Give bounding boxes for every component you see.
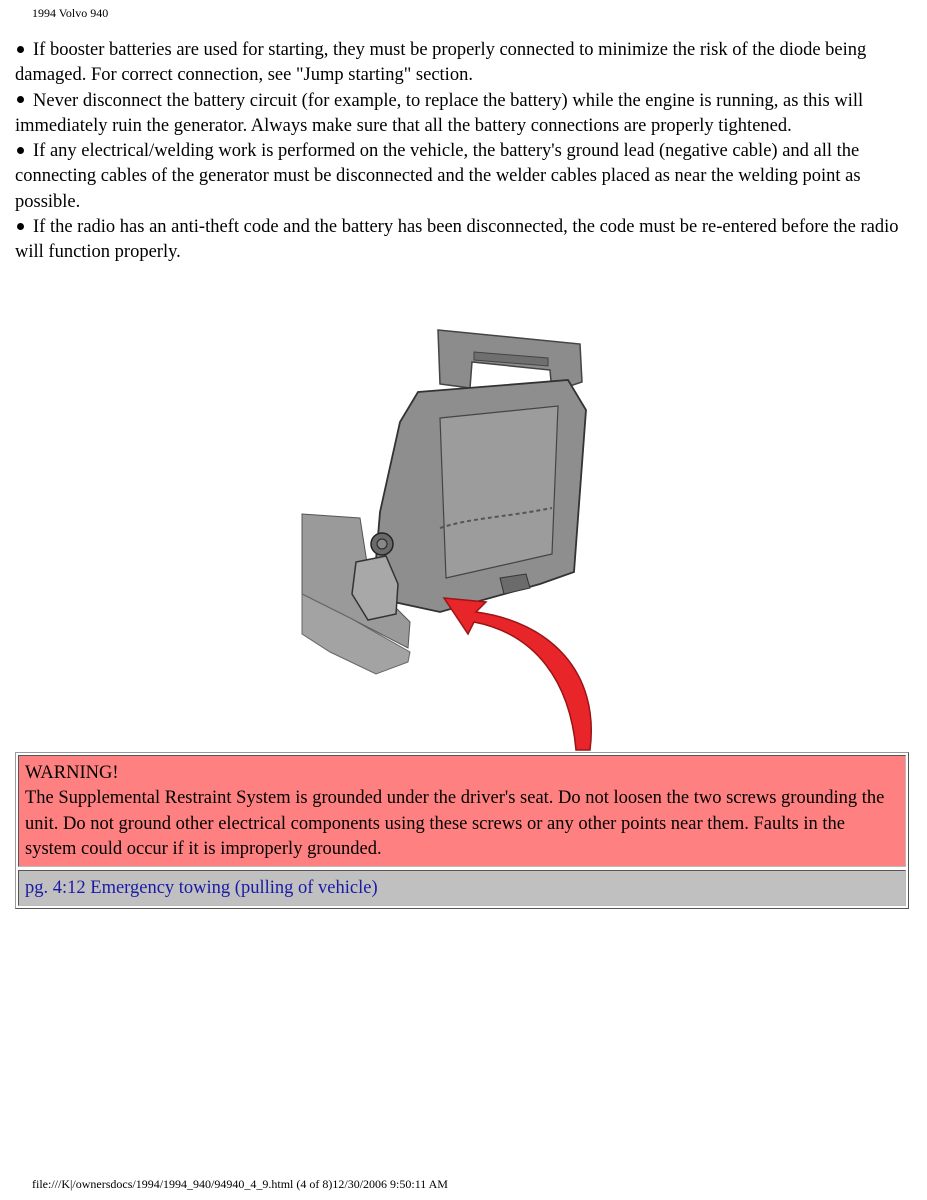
bullet-text: If the radio has an anti-theft code and the battery has been disconnected, the code must be re-entered before the radio will function properly. [15, 217, 899, 263]
warning-heading: WARNING! [25, 763, 119, 783]
bullet-icon [17, 223, 24, 230]
bullet-icon [17, 147, 24, 154]
warning-table [15, 752, 909, 909]
bullet-text: If any electrical/welding work is performed on the vehicle, the battery's ground lead (negative cable) and all the connecting cables of the generator must be disconnected and the welder cables placed as near the welding point as possible. [15, 141, 861, 212]
bullet-item [15, 139, 910, 215]
page-footer: file:///K|/ownersdocs/1994/1994_940/94940_4_9.html (4 of 8)12/30/2006 9:50:11 AM [32, 1177, 448, 1191]
seat-with-red-arrow-illustration [290, 322, 620, 752]
bullet-text: Never disconnect the battery circuit (for example, to replace the battery) while the engine is running, as this will immediately ruin the generator. Always make sure that all the battery connections are properly tightened. [15, 90, 864, 136]
seat-illustration [290, 322, 620, 757]
bullet-item [15, 38, 910, 89]
warning-box [18, 755, 906, 867]
bullet-list [15, 38, 910, 266]
bullet-item [15, 89, 910, 140]
bullet-icon [17, 46, 24, 53]
warning-text: The Supplemental Restraint System is grounded under the driver's seat. Do not loosen the two screws grounding the unit. Do not ground other electrical components using these screws or any other points near them. Faults in the system could occur if it is improperly grounded. [25, 788, 885, 859]
page-header: 1994 Volvo 940 [32, 6, 109, 20]
emergency-towing-link[interactable]: pg. 4:12 Emergency towing (pulling of vehicle) [25, 878, 378, 899]
bullet-text: If booster batteries are used for starting, they must be properly connected to minimize the risk of the diode being damaged. For correct connection, see "Jump starting" section. [15, 40, 867, 86]
nav-link-cell [18, 870, 906, 906]
bullet-icon [17, 96, 24, 103]
bullet-item [15, 215, 910, 266]
